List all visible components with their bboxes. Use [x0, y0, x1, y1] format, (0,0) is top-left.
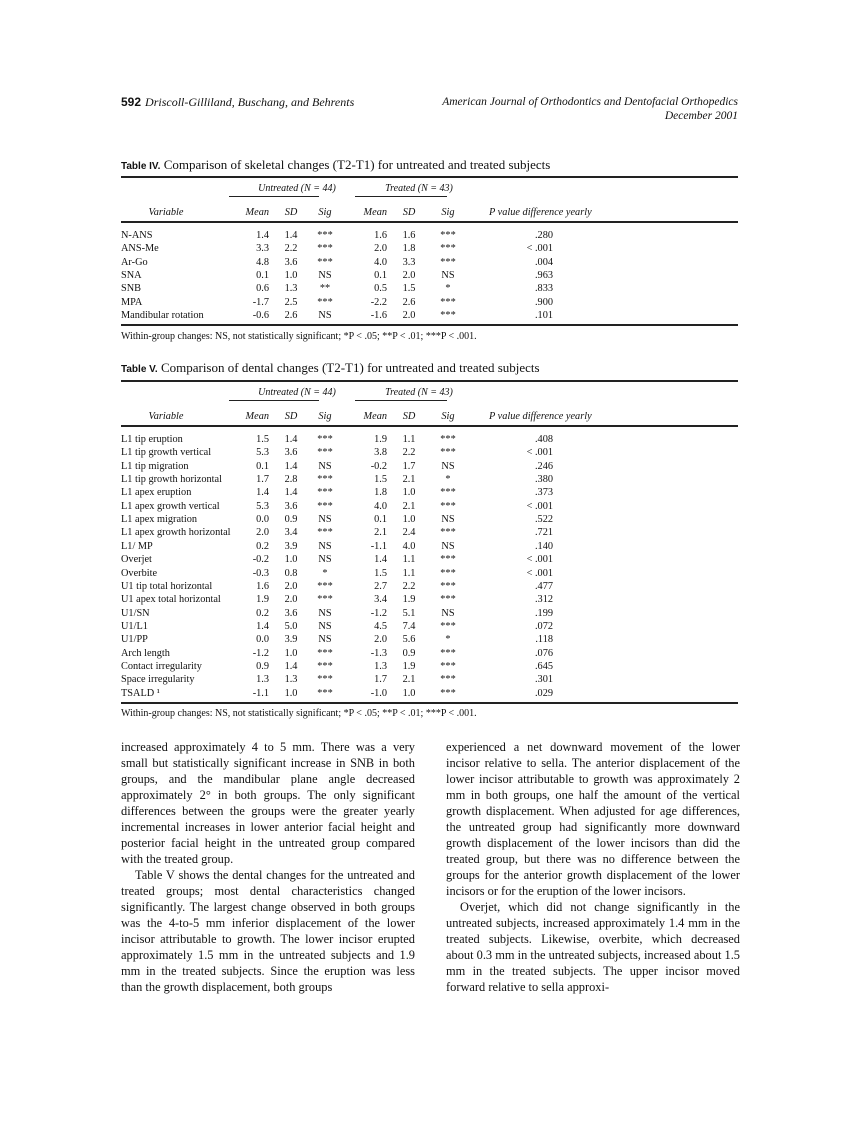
cell-untreated-sd: 3.6	[284, 256, 298, 268]
cell-p-value: < .001	[526, 243, 553, 255]
cell-untreated-sig: ***	[317, 447, 333, 459]
cell-treated-sig: ***	[440, 647, 456, 659]
cell-variable: L1 apex eruption	[121, 487, 192, 499]
cell-treated-sig: ***	[440, 256, 456, 268]
cell-p-value: .721	[534, 527, 553, 539]
body-column-left	[121, 739, 415, 995]
cell-variable: Contact irregularity	[121, 660, 202, 672]
cell-treated-mean: 2.1	[374, 527, 387, 539]
cell-treated-sd: 7.4	[402, 620, 416, 632]
cell-untreated-sd: 2.2	[284, 243, 298, 255]
table-row	[121, 242, 738, 255]
cell-treated-mean: -1.1	[370, 540, 387, 552]
cell-untreated-sd: 0.9	[284, 514, 298, 526]
table-caption	[121, 157, 550, 173]
cell-treated-sig: ***	[440, 500, 456, 512]
cell-treated-sig: ***	[440, 243, 456, 255]
cell-untreated-mean: 0.0	[256, 514, 269, 526]
cell-treated-mean: 1.7	[374, 674, 387, 686]
cell-variable: U1 tip total horizontal	[121, 580, 213, 592]
group-rule	[229, 400, 319, 401]
column-header-variable: Variable	[148, 411, 184, 422]
cell-treated-mean: 1.6	[374, 230, 387, 241]
cell-variable: L1 tip eruption	[121, 434, 183, 445]
cell-untreated-sd: 3.6	[284, 607, 298, 619]
cell-untreated-mean: 0.1	[256, 460, 269, 472]
cell-treated-mean: -1.2	[370, 607, 387, 619]
cell-treated-mean: -0.2	[370, 460, 387, 472]
paragraph: Overjet, which did not change significantly in the untreated subjects, increased approximately 1.4 mm in the treated subjects. Likewise, overbite, which decreased about 0.3 mm in the untreated subjects, increased about 1.5 mm in the treated subjects. The upper incisor moved forward relative to sella approxi-	[446, 900, 740, 994]
cell-untreated-sig: NS	[318, 309, 332, 321]
cell-treated-mean: 4.0	[374, 256, 387, 268]
cell-treated-sd: 1.0	[402, 514, 416, 526]
cell-untreated-sig: NS	[318, 620, 332, 632]
cell-treated-mean: 1.9	[374, 434, 387, 445]
cell-untreated-sig: ***	[317, 434, 333, 445]
cell-untreated-sig: ***	[317, 487, 333, 499]
cell-untreated-sd: 1.4	[284, 230, 298, 241]
cell-treated-mean: 1.4	[374, 554, 387, 566]
cell-variable: L1 apex growth horizontal	[121, 527, 231, 539]
table-row	[121, 433, 738, 446]
cell-treated-sig: ***	[440, 447, 456, 459]
column-header-treated-sig: Sig	[441, 207, 455, 218]
cell-untreated-mean: 5.3	[256, 447, 269, 459]
column-header-treated-sd: SD	[402, 207, 416, 218]
cell-treated-sd: 5.1	[402, 607, 416, 619]
group-rule	[229, 196, 319, 197]
cell-untreated-mean: -1.1	[252, 687, 269, 699]
cell-untreated-mean: 0.9	[256, 660, 269, 672]
cell-treated-sd: 2.1	[402, 500, 416, 512]
cell-untreated-sig: ***	[317, 580, 333, 592]
cell-treated-sd: 1.9	[402, 660, 416, 672]
cell-p-value: .380	[534, 474, 553, 486]
cell-untreated-sig: **	[319, 283, 331, 295]
cell-variable: MPA	[121, 296, 143, 308]
cell-untreated-sig: NS	[318, 460, 332, 472]
cell-p-value: .301	[534, 674, 553, 686]
cell-treated-sd: 4.0	[402, 540, 416, 552]
cell-untreated-mean: 1.6	[256, 580, 269, 592]
cell-treated-sd: 1.0	[402, 487, 416, 499]
column-header-untreated-sd: SD	[284, 411, 298, 422]
cell-treated-sig: ***	[440, 309, 456, 321]
cell-untreated-sd: 2.0	[284, 580, 298, 592]
header-rule	[121, 425, 738, 427]
cell-untreated-sig: NS	[318, 634, 332, 646]
cell-p-value: .029	[534, 687, 553, 699]
column-header-untreated-sig: Sig	[318, 411, 332, 422]
cell-treated-sig: ***	[440, 660, 456, 672]
cell-treated-mean: 2.7	[374, 580, 387, 592]
cell-treated-sig: ***	[440, 296, 456, 308]
cell-variable: U1/SN	[121, 607, 150, 619]
cell-treated-mean: 0.5	[374, 283, 387, 295]
cell-treated-sd: 2.4	[402, 527, 416, 539]
cell-p-value: .373	[534, 487, 553, 499]
cell-p-value: < .001	[526, 554, 553, 566]
table-row	[121, 296, 738, 309]
cell-p-value: .280	[534, 230, 553, 241]
cell-treated-sd: 1.1	[402, 554, 416, 566]
cell-treated-sig: *	[445, 474, 451, 486]
paragraph: experienced a net downward movement of the lower incisor relative to sella. The anterior displacement of the lower incisor attributable to growth was approximately 2 mm in both groups, one half the amount of the vertical growth displacement. When adjusted for age differences, the untreated group had significantly more downward growth displacement of the lower incisors than did the treated group, but there was no difference between the groups for the anterior growth displacement of the lower incisors or for the eruption of the lower incisors.	[446, 740, 740, 898]
paragraph: increased approximately 4 to 5 mm. There was a very small but statistically significant increase in SNB in both groups, and the mandibular plane angle decreased approximately 2° in both groups. The only significant differences between the groups were the greater yearly incremental increases in lower anterior facial height and posterior facial height in the untreated group compared with the treated group.	[121, 740, 415, 866]
cell-untreated-mean: 1.4	[256, 487, 269, 499]
table-row	[121, 500, 738, 513]
cell-treated-sd: 1.6	[402, 230, 416, 241]
cell-variable: U1/L1	[121, 620, 148, 632]
cell-untreated-mean: 1.3	[256, 674, 269, 686]
cell-untreated-sd: 1.3	[284, 283, 298, 295]
table-row	[121, 673, 738, 686]
table-row	[121, 229, 738, 242]
cell-treated-sd: 1.0	[402, 687, 416, 699]
cell-untreated-sd: 2.0	[284, 594, 298, 606]
table-row	[121, 513, 738, 526]
cell-treated-sig: ***	[440, 527, 456, 539]
cell-treated-sig: ***	[440, 594, 456, 606]
column-header-untreated-mean: Mean	[245, 207, 269, 218]
cell-treated-sd: 2.1	[402, 474, 416, 486]
cell-p-value: .963	[534, 269, 553, 281]
cell-variable: Space irregularity	[121, 674, 195, 686]
cell-p-value: < .001	[526, 567, 553, 579]
cell-variable: SNA	[121, 269, 142, 281]
group-header-treated: Treated (N = 43)	[385, 387, 453, 398]
cell-untreated-sig: ***	[317, 474, 333, 486]
cell-untreated-sd: 1.0	[284, 554, 298, 566]
cell-treated-sd: 3.3	[402, 256, 416, 268]
cell-p-value: .477	[534, 580, 553, 592]
cell-untreated-sig: ***	[317, 594, 333, 606]
cell-variable: U1/PP	[121, 634, 148, 646]
cell-untreated-mean: 0.2	[256, 607, 269, 619]
cell-variable: N-ANS	[121, 230, 153, 241]
cell-untreated-sig: NS	[318, 514, 332, 526]
cell-untreated-mean: 5.3	[256, 500, 269, 512]
table-row	[121, 446, 738, 459]
table-row	[121, 593, 738, 606]
cell-treated-sig: ***	[440, 567, 456, 579]
cell-untreated-sig: ***	[317, 660, 333, 672]
cell-treated-sd: 2.0	[402, 269, 416, 281]
table-row	[121, 567, 738, 580]
cell-untreated-sig: *	[322, 567, 328, 579]
cell-treated-mean: -1.3	[370, 647, 387, 659]
cell-treated-mean: 1.5	[374, 567, 387, 579]
cell-untreated-sig: ***	[317, 674, 333, 686]
table-caption	[121, 360, 540, 376]
cell-untreated-mean: -1.2	[252, 647, 269, 659]
cell-untreated-sd: 1.0	[284, 687, 298, 699]
cell-treated-sd: 1.7	[402, 460, 416, 472]
table-row	[121, 526, 738, 539]
cell-variable: L1 tip growth vertical	[121, 447, 212, 459]
cell-untreated-mean: 2.0	[256, 527, 269, 539]
cell-p-value: .833	[534, 283, 553, 295]
cell-untreated-sd: 1.4	[284, 660, 298, 672]
cell-treated-sd: 1.5	[402, 283, 416, 295]
cell-treated-sd: 1.1	[402, 567, 416, 579]
cell-p-value: .522	[534, 514, 553, 526]
cell-variable: L1 apex migration	[121, 514, 198, 526]
table-row	[121, 620, 738, 633]
cell-treated-sd: 1.1	[402, 434, 416, 445]
cell-untreated-mean: 4.8	[256, 256, 269, 268]
page-number: 592	[121, 95, 142, 109]
cell-variable: ANS-Me	[121, 243, 159, 255]
cell-treated-sd: 2.0	[402, 309, 416, 321]
table-row	[121, 282, 738, 295]
cell-untreated-sig: ***	[317, 296, 333, 308]
cell-untreated-sd: 2.8	[284, 474, 298, 486]
cell-p-value: .101	[534, 309, 553, 321]
cell-untreated-sig: ***	[317, 230, 333, 241]
cell-p-value: .199	[534, 607, 553, 619]
cell-untreated-mean: -0.3	[252, 567, 269, 579]
header-rule	[121, 221, 738, 223]
cell-untreated-sig: NS	[318, 607, 332, 619]
cell-untreated-mean: 1.5	[256, 434, 269, 445]
group-header-untreated: Untreated (N = 44)	[258, 183, 336, 194]
cell-treated-sd: 2.2	[402, 580, 416, 592]
cell-untreated-sig: ***	[317, 243, 333, 255]
cell-treated-sig: NS	[441, 607, 455, 619]
table-row	[121, 473, 738, 486]
cell-treated-sd: 5.6	[402, 634, 416, 646]
cell-untreated-sd: 3.6	[284, 447, 298, 459]
group-rule	[355, 196, 447, 197]
group-header-treated: Treated (N = 43)	[385, 183, 453, 194]
table-row	[121, 647, 738, 660]
running-header-left	[121, 95, 354, 110]
cell-p-value: .246	[534, 460, 553, 472]
cell-treated-mean: 1.3	[374, 660, 387, 672]
table-row	[121, 687, 738, 700]
cell-untreated-sd: 1.0	[284, 269, 298, 281]
cell-untreated-sd: 1.4	[284, 434, 298, 445]
cell-variable: U1 apex total horizontal	[121, 594, 221, 606]
table-title: Comparison of dental changes (T2-T1) for untreated and treated subjects	[160, 360, 540, 375]
cell-untreated-sd: 0.8	[284, 567, 298, 579]
column-header-p-value: P value difference yearly	[489, 207, 592, 218]
table-row	[121, 580, 738, 593]
cell-treated-sig: *	[445, 634, 451, 646]
cell-p-value: .312	[534, 594, 553, 606]
table-label: Table V.	[121, 364, 158, 375]
cell-untreated-mean: 0.6	[256, 283, 269, 295]
cell-untreated-mean: 0.0	[256, 634, 269, 646]
column-header-row	[121, 410, 738, 423]
cell-variable: L1/ MP	[121, 540, 153, 552]
cell-untreated-mean: 0.2	[256, 540, 269, 552]
journal-name: American Journal of Orthodontics and Dentofacial Orthopedics	[442, 96, 738, 108]
cell-p-value: .004	[534, 256, 553, 268]
column-header-treated-mean: Mean	[363, 411, 387, 422]
table-footnote: Within-group changes: NS, not statistically significant; *P < .05; **P < .01; ***P < .001.	[121, 708, 477, 719]
cell-variable: Overbite	[121, 567, 158, 579]
cell-p-value: .140	[534, 540, 553, 552]
table-row	[121, 633, 738, 646]
cell-treated-mean: -2.2	[370, 296, 387, 308]
cell-variable: L1 tip migration	[121, 460, 189, 472]
cell-variable: TSALD ¹	[121, 687, 160, 699]
table-row	[121, 540, 738, 553]
authors: Driscoll-Gilliland, Buschang, and Behrents	[145, 95, 355, 109]
cell-untreated-sig: ***	[317, 527, 333, 539]
table-row	[121, 660, 738, 673]
column-header-untreated-sd: SD	[284, 207, 298, 218]
cell-untreated-sig: NS	[318, 540, 332, 552]
cell-treated-mean: -1.6	[370, 309, 387, 321]
cell-treated-mean: 3.8	[374, 447, 387, 459]
column-header-row	[121, 206, 738, 219]
cell-treated-mean: 4.0	[374, 500, 387, 512]
cell-treated-sig: ***	[440, 580, 456, 592]
table-title: Comparison of skeletal changes (T2-T1) for untreated and treated subjects	[163, 157, 551, 172]
cell-p-value: .076	[534, 647, 553, 659]
cell-treated-sd: 0.9	[402, 647, 416, 659]
cell-variable: Mandibular rotation	[121, 309, 204, 321]
group-header-untreated: Untreated (N = 44)	[258, 387, 336, 398]
paragraph: Table V shows the dental changes for the untreated and treated groups; most dental characteristics changed significantly. The largest change observed in both groups was the 4-to-5 mm inferior displacement of the lower incisor attributable to growth. The lower incisor erupted approximately 1.5 mm in the untreated subjects and 1.9 mm in the treated subjects. Since the eruption was less than the growth displacement, both groups	[121, 868, 415, 994]
top-rule	[121, 380, 738, 382]
table-row	[121, 460, 738, 473]
cell-p-value: .900	[534, 296, 553, 308]
top-rule	[121, 176, 738, 178]
cell-treated-sig: ***	[440, 230, 456, 241]
column-header-p-value: P value difference yearly	[489, 411, 592, 422]
cell-p-value: .408	[534, 434, 553, 445]
cell-treated-sd: 2.2	[402, 447, 416, 459]
cell-untreated-mean: 1.9	[256, 594, 269, 606]
cell-untreated-sig: ***	[317, 687, 333, 699]
column-header-untreated-sig: Sig	[318, 207, 332, 218]
cell-untreated-sd: 5.0	[284, 620, 298, 632]
cell-variable: Overjet	[121, 554, 152, 566]
table-row	[121, 607, 738, 620]
cell-variable: L1 apex growth vertical	[121, 500, 220, 512]
cell-treated-sig: NS	[441, 269, 455, 281]
bottom-rule	[121, 324, 738, 326]
cell-treated-sig: ***	[440, 434, 456, 445]
cell-treated-mean: 1.5	[374, 474, 387, 486]
cell-treated-sig: NS	[441, 540, 455, 552]
cell-treated-sig: ***	[440, 487, 456, 499]
cell-untreated-sig: NS	[318, 269, 332, 281]
cell-untreated-sd: 1.0	[284, 647, 298, 659]
cell-untreated-sig: ***	[317, 647, 333, 659]
cell-treated-sig: *	[445, 283, 451, 295]
cell-untreated-sd: 2.6	[284, 309, 298, 321]
column-header-treated-mean: Mean	[363, 207, 387, 218]
cell-treated-sig: ***	[440, 620, 456, 632]
cell-variable: L1 tip growth horizontal	[121, 474, 222, 486]
cell-untreated-mean: 1.4	[256, 620, 269, 632]
issue-date: December 2001	[664, 110, 738, 122]
table-label: Table IV.	[121, 161, 161, 172]
cell-untreated-sd: 3.4	[284, 527, 298, 539]
cell-untreated-mean: -0.6	[252, 309, 269, 321]
table-row	[121, 486, 738, 499]
cell-p-value: < .001	[526, 500, 553, 512]
cell-treated-sd: 2.1	[402, 674, 416, 686]
cell-untreated-mean: 1.4	[256, 230, 269, 241]
column-header-untreated-mean: Mean	[245, 411, 269, 422]
cell-untreated-sd: 1.3	[284, 674, 298, 686]
group-rule	[355, 400, 447, 401]
table-footnote: Within-group changes: NS, not statistically significant; *P < .05; **P < .01; ***P < .001.	[121, 331, 477, 342]
table-row	[121, 256, 738, 269]
bottom-rule	[121, 702, 738, 704]
cell-untreated-sd: 3.9	[284, 634, 298, 646]
cell-p-value: .118	[535, 634, 553, 646]
cell-treated-mean: 2.0	[374, 634, 387, 646]
cell-p-value: .645	[534, 660, 553, 672]
table-row	[121, 553, 738, 566]
column-header-treated-sig: Sig	[441, 411, 455, 422]
cell-treated-mean: 0.1	[374, 514, 387, 526]
cell-treated-sig: ***	[440, 687, 456, 699]
cell-treated-sd: 2.6	[402, 296, 416, 308]
cell-treated-sig: NS	[441, 514, 455, 526]
cell-treated-sig: NS	[441, 460, 455, 472]
cell-untreated-mean: 3.3	[256, 243, 269, 255]
body-column-right	[446, 739, 740, 995]
cell-untreated-sd: 3.6	[284, 500, 298, 512]
table-row	[121, 269, 738, 282]
cell-untreated-mean: -0.2	[252, 554, 269, 566]
cell-treated-sd: 1.8	[402, 243, 416, 255]
cell-treated-mean: -1.0	[370, 687, 387, 699]
cell-untreated-sig: ***	[317, 256, 333, 268]
table-row	[121, 309, 738, 322]
cell-p-value: .072	[534, 620, 553, 632]
cell-untreated-mean: -1.7	[252, 296, 269, 308]
cell-untreated-sd: 3.9	[284, 540, 298, 552]
cell-variable: Arch length	[121, 647, 170, 659]
running-header-right	[442, 95, 738, 123]
cell-untreated-sig: ***	[317, 500, 333, 512]
cell-treated-sd: 1.9	[402, 594, 416, 606]
cell-untreated-sd: 1.4	[284, 487, 298, 499]
cell-p-value: < .001	[526, 447, 553, 459]
cell-untreated-mean: 0.1	[256, 269, 269, 281]
cell-treated-mean: 4.5	[374, 620, 387, 632]
cell-treated-mean: 1.8	[374, 487, 387, 499]
cell-treated-sig: ***	[440, 674, 456, 686]
column-header-treated-sd: SD	[402, 411, 416, 422]
cell-variable: Ar-Go	[121, 256, 148, 268]
column-header-variable: Variable	[148, 207, 184, 218]
cell-untreated-mean: 1.7	[256, 474, 269, 486]
cell-untreated-sd: 2.5	[284, 296, 298, 308]
cell-treated-mean: 2.0	[374, 243, 387, 255]
cell-untreated-sig: NS	[318, 554, 332, 566]
cell-variable: SNB	[121, 283, 142, 295]
cell-treated-sig: ***	[440, 554, 456, 566]
cell-treated-mean: 0.1	[374, 269, 387, 281]
cell-untreated-sd: 1.4	[284, 460, 298, 472]
cell-treated-mean: 3.4	[374, 594, 387, 606]
